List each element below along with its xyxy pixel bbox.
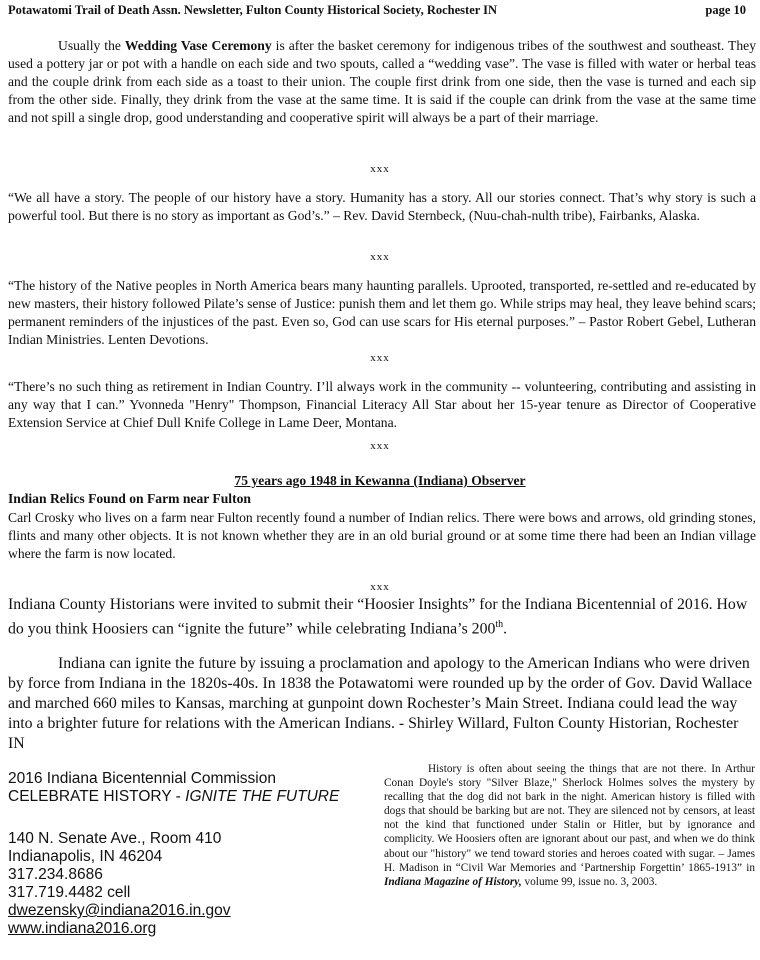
hoosier-intro-text: Indiana County Historians were invited to submit their “Hoosier Insights” for the Indiana Bicentennial of 2016. How do you think Hoosiers can “ignite the future” while celebrating Indiana’s 200 (8, 596, 748, 638)
quote-thompson: “There’s no such thing as retirement in Indian Country. I’ll always work in the community -- volunteering, contributing and assisting in any way that I can.” Yvonneda "Henry" Thompson, Financial Literacy All Star about her 15-year tenure as Director of Cooperative Extension Service at Chief Dull Knife College in Lame Deer, Montana. (8, 379, 756, 430)
wedding-vase-term: Wedding Vase Ceremony (124, 38, 272, 53)
hoosier-intro (8, 595, 758, 639)
commission-tagline (8, 788, 368, 806)
quote-gebel: “The history of the Native peoples in North America bears many haunting parallels. Uprooted, transported, re-settled and re-educated by new masters, their history followed Pilate’s sense of Justice: punish them and let them go. While strips may heal, they leave behind scars; permanent reminders of the injustices of the past. Even so, God can use scars for His eternal purposes.” – Pastor Robert Gebel, Lutheran Indian Ministries. Lenten Devotions. (8, 278, 756, 347)
page-number: page 10 (705, 3, 746, 17)
magazine-title: Indiana Magazine of History, (384, 875, 522, 888)
wedding-post: is after the basket ceremony for indigenous tribes of the southwest and southeast. They used a pottery jar or pot with a handle on each side and two spouts, called a “wedding vase”. The vase is filled with water or herbal teas and the couple drink from each side as a toast to their union. The couple first drink from one side, then the vase is turned and each sip from the other side. Finally, they drink from the vase at the same time. It is said if the couple can drink from the vase at the same time and not spill a single drop, good understanding and cooperative spirit will always be a part of their marriage. (8, 38, 756, 125)
madison-quote (384, 762, 755, 889)
separator: xxx (370, 163, 390, 175)
page-header (8, 3, 746, 18)
tagline-plain: CELEBRATE HISTORY - (8, 788, 186, 805)
bicentennial-commission-block (8, 770, 368, 938)
article-body: Carl Crosky who lives on a farm near Fulton recently found a number of Indian relics. There were bows and arrows, old grinding stones, flints and many other objects. It is not known whether they are in an old burial ground or at some time there had been an Indian village where the farm is now located. (8, 510, 756, 561)
commission-address-line1: 140 N. Senate Ave., Room 410 (8, 830, 222, 847)
separator: xxx (370, 581, 390, 593)
article-title: 75 years ago 1948 in Kewanna (Indiana) Observer (234, 473, 526, 488)
commission-address-line2: Indianapolis, IN 46204 (8, 848, 163, 865)
hoosier-intro-end: . (503, 620, 508, 638)
separator: xxx (370, 352, 390, 364)
quote-sternbeck: “We all have a story. The people of our history have a story. Humanity has a story. All our stories connect. That’s why story is such a powerful tool. But there is no story as important as God’s.” – Rev. David Sternbeck, (Nuu-chah-nulth tribe), Fairbanks, Alaska. (8, 190, 756, 223)
tagline-italic: IGNITE THE FUTURE (185, 788, 340, 805)
ordinal-suffix: th (495, 619, 504, 630)
commission-phone: 317.234.8686 (8, 866, 103, 883)
commission-name: 2016 Indiana Bicentennial Commission (8, 770, 276, 787)
newsletter-title: Potawatomi Trail of Death Assn. Newsletter, Fulton County Historical Society, Rochester IN (8, 3, 498, 17)
separator: xxx (370, 251, 390, 263)
madison-quote-text: History is often about seeing the things that are not there. In Arthur Conan Doyle's story "Silver Blaze," Sherlock Holmes solves the mystery by recalling that the dog did not bark in the night. American history is filled with dogs that should be barking but are not. They are silenced not by censors, at least not the kind that functioned under Stalin or Hitler, but by ignorance and complicity. We Hoosiers often are ignorant about our past, and when we do think about our "history" we tend toward stories and heroes coated with sugar. – James H. Madison in “Civil War Memories and ‘Partnership Forgettin’ 1865-1913” in (384, 763, 755, 874)
commission-cell: 317.719.4482 cell (8, 884, 131, 901)
article-subhead: Indian Relics Found on Farm near Fulton (8, 491, 251, 506)
madison-quote-citation: volume 99, issue no. 3, 2003. (521, 875, 658, 888)
commission-website-link[interactable]: www.indiana2016.org (8, 920, 157, 937)
separator: xxx (370, 440, 390, 452)
wedding-pre: Usually the (58, 38, 125, 53)
wedding-vase-paragraph (8, 37, 756, 127)
hoosier-answer: Indiana can ignite the future by issuing a proclamation and apology to the American Indians who were driven by force from Indiana in the 1820s-40s. In 1838 the Potawatomi were rounded up by the order of Gov. David Wallace and marched 660 miles to Kansas, marching at gunpoint down Rochester’s Main Street. Indiana could lead the way into a brighter future for relations with the American Indians. - Shirley Willard, Fulton County Historian, Rochester IN (8, 655, 753, 752)
commission-email-link[interactable]: dwezensky@indiana2016.in.gov (8, 902, 231, 919)
